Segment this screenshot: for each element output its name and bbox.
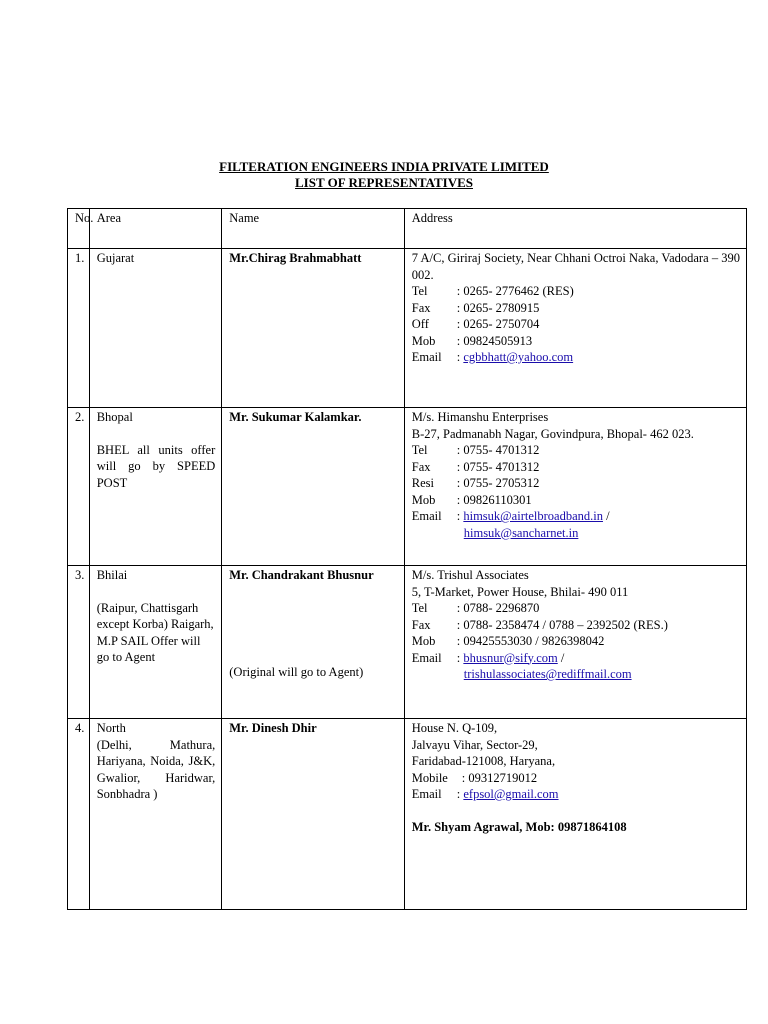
email-link-secondary[interactable]: himsuk@sancharnet.in <box>463 525 579 540</box>
row-address <box>404 408 746 566</box>
area-note: (Delhi, Mathura, Hariyana, Noida, J&K, Gwalior, Haridwar, Sonbhadra ) <box>96 737 216 801</box>
row-rep-name: Mr. Chandrakant Bhusnur <box>229 568 374 582</box>
fax-line: Fax : 0788- 2358474 / 0788 – 2392502 (RES.) <box>411 617 668 632</box>
row-number: 1. <box>68 249 90 408</box>
table-row <box>68 566 747 719</box>
office-line: Off : 0265- 2750704 <box>411 317 540 331</box>
area-name: Bhopal <box>96 410 133 424</box>
col-header-name: Name <box>222 209 405 249</box>
email-line: Email : efpsol@gmail.com <box>411 787 559 801</box>
company-title: FILTERATION ENGINEERS INDIA PRIVATE LIMITED <box>219 159 549 174</box>
col-header-area: Area <box>89 209 222 249</box>
row-rep-name-cell <box>222 566 405 719</box>
row-rep-name: Mr. Sukumar Kalamkar. <box>222 408 405 566</box>
mobile-line: Mobile : 09312719012 <box>411 770 538 785</box>
col-header-no: No. <box>68 209 90 249</box>
alternate-contact: Mr. Shyam Agrawal, Mob: 09871864108 <box>411 819 627 834</box>
row-area <box>89 566 222 719</box>
row-number: 2. <box>68 408 90 566</box>
firm-name: M/s. Trishul Associates <box>411 568 529 582</box>
fax-line: Fax : 0265- 2780915 <box>411 300 540 315</box>
email-line: Email : cgbbhatt@yahoo.com <box>411 350 574 364</box>
mobile-line: Mob : 09826110301 <box>411 492 532 507</box>
row-rep-name: Mr. Dinesh Dhir <box>222 719 405 910</box>
email-link[interactable]: cgbbhatt@yahoo.com <box>463 350 574 364</box>
area-name: Bhilai <box>96 568 128 582</box>
address-line-3: Faridabad-121008, Haryana, <box>411 754 556 768</box>
tel-line: Tel : 0265- 2776462 (RES) <box>411 284 574 298</box>
rep-note: (Original will go to Agent) <box>229 664 364 679</box>
row-address <box>404 719 746 910</box>
address-line-2: Jalvayu Vihar, Sector-29, <box>411 737 538 752</box>
email-link[interactable]: bhusnur@sify.com <box>463 650 558 665</box>
area-note: BHEL all units offer will go by SPEED POST <box>96 442 216 490</box>
address-line-1: House N. Q-109, <box>411 721 498 735</box>
row-address <box>404 566 746 719</box>
email-link[interactable]: efpsol@gmail.com <box>463 787 559 801</box>
row-area <box>89 408 222 566</box>
tel-line: Tel : 0755- 4701312 <box>411 443 540 457</box>
row-address <box>404 249 746 408</box>
mobile-line: Mob : 09824505913 <box>411 333 533 348</box>
email-link[interactable]: himsuk@airtelbroadband.in <box>463 509 603 523</box>
area-note: (Raipur, Chattisgarh except Korba) Raigarh, M.P SAIL Offer will go to Agent <box>96 600 214 664</box>
mobile-line: Mob : 09425553030 / 9826398042 <box>411 634 605 648</box>
address-text: B-27, Padmanabh Nagar, Govindpura, Bhopal- 462 023. <box>411 426 694 441</box>
col-header-address: Address <box>404 209 746 249</box>
table-header-row <box>68 209 747 249</box>
residence-line: Resi : 0755- 2705312 <box>411 476 540 490</box>
table-row <box>68 249 747 408</box>
table-row <box>68 719 747 910</box>
row-number: 4. <box>68 719 90 910</box>
firm-name: M/s. Himanshu Enterprises <box>411 410 549 424</box>
address-text: 7 A/C, Giriraj Society, Near Chhani Octroi Naka, Vadodara – 390 002. <box>411 251 740 282</box>
email-line: Email : bhusnur@sify.com / <box>411 650 565 665</box>
area-name: North <box>96 721 126 735</box>
table-row <box>68 408 747 566</box>
row-number: 3. <box>68 566 90 719</box>
tel-line: Tel : 0788- 2296870 <box>411 601 540 615</box>
row-rep-name: Mr.Chirag Brahmabhatt <box>222 249 405 408</box>
document-subtitle: LIST OF REPRESENTATIVES <box>295 175 473 190</box>
row-area: Gujarat <box>89 249 222 408</box>
email-line: Email : himsuk@airtelbroadband.in / <box>411 509 610 523</box>
address-text: 5, T-Market, Power House, Bhilai- 490 011 <box>411 584 629 599</box>
fax-line: Fax : 0755- 4701312 <box>411 459 540 474</box>
row-area <box>89 719 222 910</box>
email-link-secondary[interactable]: trishulassociates@rediffmail.com <box>463 667 632 681</box>
representatives-table <box>67 208 747 910</box>
